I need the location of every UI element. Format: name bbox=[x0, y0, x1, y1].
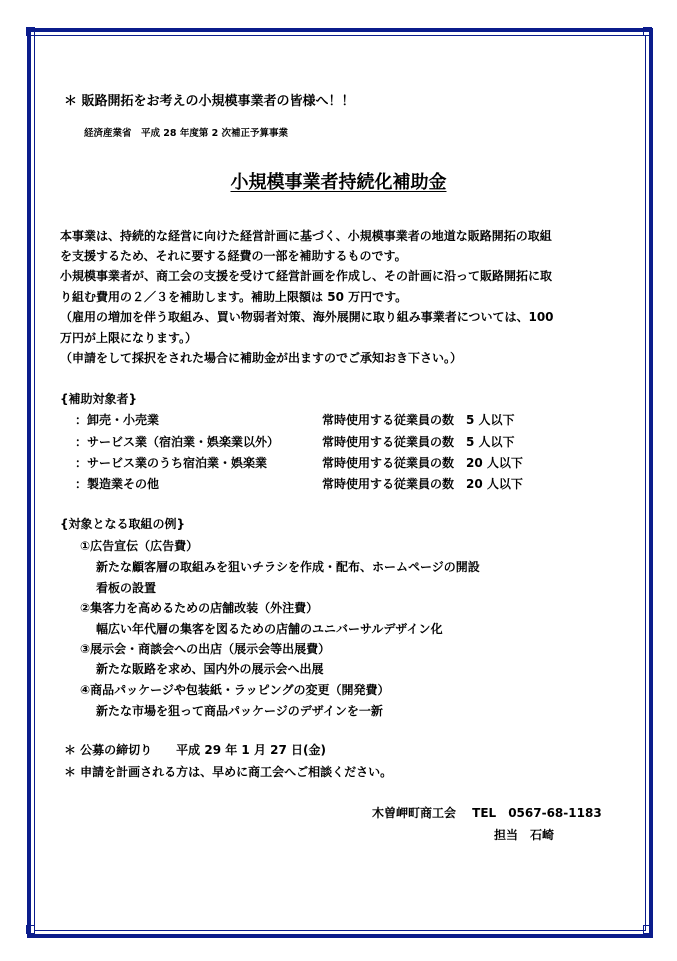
target-requirement: 常時使用する従業員の数 20 人以下 bbox=[322, 456, 523, 470]
intro-line: （申請をして採択をされた場合に補助金が出ますのでご承知おき下さい。） bbox=[60, 351, 463, 365]
target-requirement: 常時使用する従業員の数 20 人以下 bbox=[322, 477, 523, 491]
corner-ornament bbox=[26, 925, 35, 934]
corner-ornament bbox=[643, 925, 652, 934]
corner-ornament bbox=[643, 27, 652, 36]
example-title: ③展示会・商談会への出店（展示会等出展費） bbox=[80, 642, 331, 656]
target-industry: ：サービス業のうち宿泊業・娯楽業 bbox=[75, 456, 268, 470]
contact-org-phone: 木曽岬町商工会 TEL 0567-68-1183 bbox=[372, 806, 602, 820]
page-title-text: 小規模事業者持続化補助金 bbox=[230, 172, 447, 193]
intro-line: り組む費用の２／３を補助します。補助上限額は 50 万円です。 bbox=[60, 290, 408, 304]
target-industry: ：サービス業（宿泊業・娯楽業以外） bbox=[75, 435, 280, 449]
intro-line: 小規模事業者が、商工会の支援を受けて経営計画を作成し、その計画に沿って販路開拓に取 bbox=[60, 269, 553, 283]
example-detail: 看板の設置 bbox=[96, 581, 157, 595]
contact-person: 担当 石崎 bbox=[494, 828, 555, 842]
page-title bbox=[0, 171, 677, 195]
example-detail: 幅広い年代層の集客を図るための店舗のユニバーサルデザイン化 bbox=[96, 622, 443, 636]
intro-line: （雇用の増加を伴う取組み、買い物弱者対策、海外展開に取り組み事業者については、100 bbox=[60, 310, 554, 324]
target-industry: ：製造業その他 bbox=[75, 477, 160, 491]
example-detail: 新たな顧客層の取組みを狙いチラシを作成・配布、ホームページの開設 bbox=[96, 560, 480, 574]
corner-ornament bbox=[26, 27, 35, 36]
deadline-note: ＊ 公募の締切り 平成 29 年 1 月 27 日(金) bbox=[64, 743, 326, 757]
example-title: ②集客力を高めるための店舗改装（外注費） bbox=[80, 601, 319, 615]
examples-heading: {対象となる取組の例} bbox=[60, 517, 186, 531]
example-title: ④商品パッケージや包装紙・ラッピングの変更（開発費） bbox=[80, 683, 390, 697]
example-detail: 新たな市場を狙って商品パッケージのデザインを一新 bbox=[96, 704, 383, 718]
target-industry: ：卸売・小売業 bbox=[75, 413, 160, 427]
example-detail: 新たな販路を求め、国内外の展示会へ出展 bbox=[96, 662, 324, 676]
target-requirement: 常時使用する従業員の数 5 人以下 bbox=[322, 413, 515, 427]
target-requirement: 常時使用する従業員の数 5 人以下 bbox=[322, 435, 515, 449]
sponsor-line: 経済産業省 平成 28 年度第 2 次補正予算事業 bbox=[84, 128, 289, 139]
intro-line: 本事業は、持続的な経営に向けた経営計画に基づく、小規模事業者の地道な販路開拓の取組 bbox=[60, 229, 552, 243]
targets-heading: {補助対象者} bbox=[60, 392, 138, 406]
headline: ＊ 販路開拓をお考えの小規模事業者の皆様へ！！ bbox=[64, 94, 355, 109]
example-title: ①広告宣伝（広告費） bbox=[80, 539, 199, 553]
intro-line: 万円が上限になります。） bbox=[60, 331, 198, 345]
intro-line: を支援するため、それに要する経費の一部を補助するものです。 bbox=[60, 249, 407, 263]
consult-note: ＊ 申請を計画される方は、早めに商工会へご相談ください。 bbox=[64, 765, 393, 779]
